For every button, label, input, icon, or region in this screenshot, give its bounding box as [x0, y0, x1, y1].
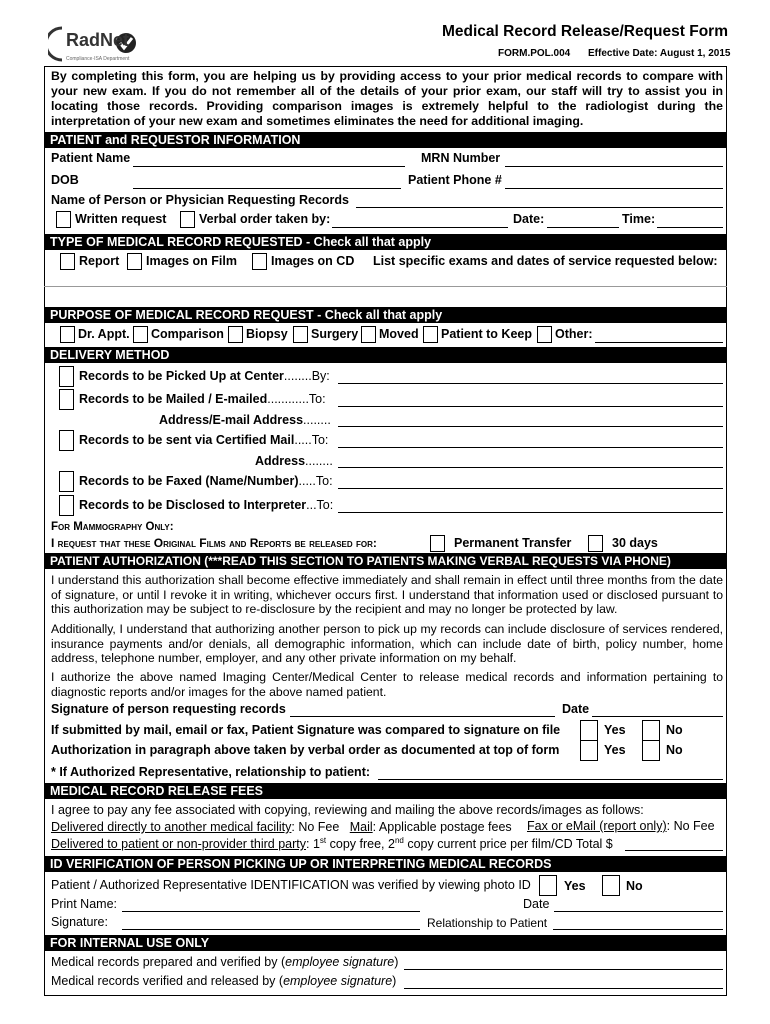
- print-name-label: Print Name:: [51, 897, 117, 911]
- id-section-heading: ID VERIFICATION OF PERSON PICKING UP OR INTERPRETING MEDICAL RECORDS: [44, 856, 727, 872]
- purpose-other-label: Other:: [555, 327, 593, 341]
- mail-compare-yes-label: Yes: [604, 723, 626, 737]
- verbal-auth-no-checkbox[interactable]: [642, 740, 660, 761]
- certified-checkbox[interactable]: [59, 430, 74, 451]
- certified-field[interactable]: [338, 447, 723, 448]
- signature-date-label: Date: [562, 702, 590, 716]
- released-by-field[interactable]: [404, 988, 723, 989]
- fees-agree-text: I agree to pay any fee associated with copying, reviewing and mailing the above records/images as follows:: [51, 803, 644, 817]
- request-date-label: Date:: [513, 212, 545, 226]
- images-film-checkbox[interactable]: [127, 253, 142, 270]
- requestor-label: Name of Person or Physician Requesting Records: [51, 193, 349, 207]
- id-signature-field[interactable]: [122, 929, 420, 930]
- mail-compare-no-label: No: [666, 723, 683, 737]
- fees-total-field[interactable]: [625, 850, 723, 851]
- purpose-dr-appt-checkbox[interactable]: [60, 326, 75, 343]
- purpose-moved-checkbox[interactable]: [361, 326, 376, 343]
- faxed-checkbox[interactable]: [59, 471, 74, 492]
- purpose-biopsy-label: Biopsy: [246, 327, 288, 341]
- internal-section-heading: FOR INTERNAL USE ONLY: [44, 935, 727, 951]
- pickup-label: Records to be Picked Up at Center........By:: [79, 369, 330, 383]
- auth-paragraph-3: I authorize the above named Imaging Center/Medical Center to release medical records and information pertaining to diagnostic reports and/or images for the above named patient.: [51, 670, 723, 699]
- mailed-label: Records to be Mailed / E-mailed............To:: [79, 392, 326, 406]
- purpose-section-heading: PURPOSE OF MEDICAL RECORD REQUEST - Check all that apply: [44, 307, 727, 323]
- radnet-logo: [48, 22, 158, 68]
- permanent-transfer-label: Permanent Transfer: [454, 536, 572, 550]
- address-email-field[interactable]: [338, 426, 723, 427]
- verbal-order-field[interactable]: [332, 227, 508, 228]
- fees-direct-line: Delivered directly to another medical facility: No Fee Mail: Applicable postage fees: [51, 820, 512, 834]
- prepared-by-label: Medical records prepared and verified by (employee signature): [51, 955, 399, 969]
- signature-label: Signature of person requesting records: [51, 702, 286, 716]
- mailed-field[interactable]: [338, 406, 723, 407]
- relationship-field[interactable]: [553, 929, 723, 930]
- intro-text: By completing this form, you are helping us by providing access to your prior medical records to compare with your new exam. If you do not remember all of the details of your prior exam, our staff will try to assist you in locating those records. Providing comparison images is extremely helpful to the radiologist during the interpretation of your new exam and sometimes eliminates the need for additional imaging.: [51, 69, 723, 128]
- interpreter-field[interactable]: [338, 512, 723, 513]
- auth-section-heading: PATIENT AUTHORIZATION (***READ THIS SECTION TO PATIENTS MAKING VERBAL REQUESTS VIA PHONE): [44, 553, 727, 569]
- interpreter-checkbox[interactable]: [59, 495, 74, 516]
- patient-name-field[interactable]: [133, 166, 405, 167]
- images-cd-checkbox[interactable]: [252, 253, 267, 270]
- request-time-field[interactable]: [657, 227, 723, 228]
- verbal-auth-no-label: No: [666, 743, 683, 757]
- type-section-heading: TYPE OF MEDICAL RECORD REQUESTED - Check all that apply: [44, 234, 727, 250]
- signature-date-field[interactable]: [592, 716, 723, 717]
- mail-compare-label: If submitted by mail, email or fax, Patient Signature was compared to signature on file: [51, 723, 561, 737]
- address-email-label: Address/E-mail Address........: [159, 413, 331, 427]
- id-no-label: No: [626, 879, 643, 893]
- signature-field[interactable]: [290, 716, 555, 717]
- fees-fax-line: Fax or eMail (report only): No Fee: [527, 819, 715, 833]
- mammo-line: I request that these Original Films and Reports be released for:: [51, 536, 377, 550]
- mailed-checkbox[interactable]: [59, 389, 74, 410]
- id-no-checkbox[interactable]: [602, 875, 620, 896]
- written-request-checkbox[interactable]: [56, 211, 71, 228]
- purpose-keep-checkbox[interactable]: [423, 326, 438, 343]
- auth-paragraph-2: Additionally, I understand that authorizing another person to pick up my records can include disclosure of services rendered, insurance payments and/or denials, all demographic information, which can include date of birth, policy number, home address, telephone number, employer, and any other private information on my behalf.: [51, 622, 723, 665]
- id-signature-label: Signature:: [51, 915, 108, 929]
- purpose-comparison-label: Comparison: [151, 327, 224, 341]
- verbal-auth-label: Authorization in paragraph above taken by verbal order as documented at top of form: [51, 743, 560, 757]
- verbal-auth-yes-label: Yes: [604, 743, 626, 757]
- logo-tagline: Compliance·ISA Department: [66, 56, 130, 62]
- rep-relationship-label: * If Authorized Representative, relationship to patient:: [51, 765, 371, 779]
- id-yes-label: Yes: [564, 879, 586, 893]
- delivery-section-heading: DELIVERY METHOD: [44, 347, 727, 363]
- phone-field[interactable]: [505, 188, 723, 189]
- mammo-heading: For Mammography Only:: [51, 521, 174, 533]
- verbal-order-checkbox[interactable]: [180, 211, 195, 228]
- written-request-label: Written request: [75, 212, 167, 226]
- certified-address-field[interactable]: [338, 467, 723, 468]
- interpreter-label: Records to be Disclosed to Interpreter...To:: [79, 498, 334, 512]
- purpose-comparison-checkbox[interactable]: [133, 326, 148, 343]
- certified-label: Records to be sent via Certified Mail.....To:: [79, 433, 329, 447]
- report-checkbox[interactable]: [60, 253, 75, 270]
- mrn-field[interactable]: [505, 166, 723, 167]
- verbal-auth-yes-checkbox[interactable]: [580, 740, 598, 761]
- purpose-dr-appt-label: Dr. Appt.: [78, 327, 130, 341]
- logo-text: RadNet: [66, 30, 130, 50]
- images-film-label: Images on Film: [146, 254, 237, 268]
- released-by-label: Medical records verified and released by (employee signature): [51, 974, 397, 988]
- list-exams-label: List specific exams and dates of service requested below:: [373, 254, 718, 268]
- id-verified-label: Patient / Authorized Representative IDENTIFICATION was verified by viewing photo ID: [51, 878, 531, 892]
- purpose-moved-label: Moved: [379, 327, 419, 341]
- prepared-by-field[interactable]: [404, 969, 723, 970]
- certified-address-label: Address........: [255, 454, 333, 468]
- dob-label: DOB: [51, 173, 79, 187]
- thirty-days-checkbox[interactable]: [588, 535, 603, 552]
- id-date-label: Date: [523, 897, 550, 911]
- faxed-label: Records to be Faxed (Name/Number).....To:: [79, 474, 333, 488]
- purpose-other-field[interactable]: [595, 342, 723, 343]
- permanent-transfer-checkbox[interactable]: [430, 535, 445, 552]
- mail-compare-yes-checkbox[interactable]: [580, 720, 598, 741]
- patient-name-label: Patient Name: [51, 151, 131, 165]
- auth-paragraph-1: I understand this authorization shall become effective immediately and shall remain in effect until three months from the date of signature, or until I revoke it in writing, whichever occurs first. I understand that information used or disclosed pursuant to this authorization may be subject to re-disclosure by the recipient and may no longer be protected by law.: [51, 573, 723, 616]
- purpose-other-checkbox[interactable]: [537, 326, 552, 343]
- pickup-field[interactable]: [338, 383, 723, 384]
- id-yes-checkbox[interactable]: [539, 875, 557, 896]
- form-title: Medical Record Release/Request Form: [442, 23, 728, 40]
- mrn-label: MRN Number: [421, 151, 501, 165]
- print-name-field[interactable]: [122, 911, 420, 912]
- form-id: FORM.POL.004: [498, 48, 571, 59]
- fees-section-heading: MEDICAL RECORD RELEASE FEES: [44, 783, 727, 799]
- fees-patient-line: Delivered to patient or non-provider third party: 1st copy free, 2nd copy current price per film/CD Total $: [51, 836, 613, 852]
- patient-section-heading: PATIENT and REQUESTOR INFORMATION: [44, 132, 727, 148]
- purpose-surgery-checkbox[interactable]: [293, 326, 308, 343]
- requestor-field[interactable]: [356, 207, 723, 208]
- verbal-order-label: Verbal order taken by:: [199, 212, 331, 226]
- purpose-keep-label: Patient to Keep: [441, 327, 532, 341]
- thirty-days-label: 30 days: [612, 536, 658, 550]
- report-label: Report: [79, 254, 120, 268]
- rep-relationship-field[interactable]: [378, 779, 723, 780]
- request-date-field[interactable]: [547, 227, 619, 228]
- images-cd-label: Images on CD: [271, 254, 355, 268]
- dob-field[interactable]: [133, 188, 401, 189]
- request-time-label: Time:: [622, 212, 656, 226]
- exam-list-field[interactable]: [44, 286, 727, 287]
- faxed-field[interactable]: [338, 488, 723, 489]
- phone-label: Patient Phone #: [408, 173, 502, 187]
- purpose-biopsy-checkbox[interactable]: [228, 326, 243, 343]
- id-date-field[interactable]: [554, 911, 723, 912]
- mail-compare-no-checkbox[interactable]: [642, 720, 660, 741]
- pickup-checkbox[interactable]: [59, 366, 74, 387]
- relationship-label: Relationship to Patient: [427, 916, 548, 930]
- effective-date: Effective Date: August 1, 2015: [588, 48, 731, 59]
- purpose-surgery-label: Surgery: [311, 327, 359, 341]
